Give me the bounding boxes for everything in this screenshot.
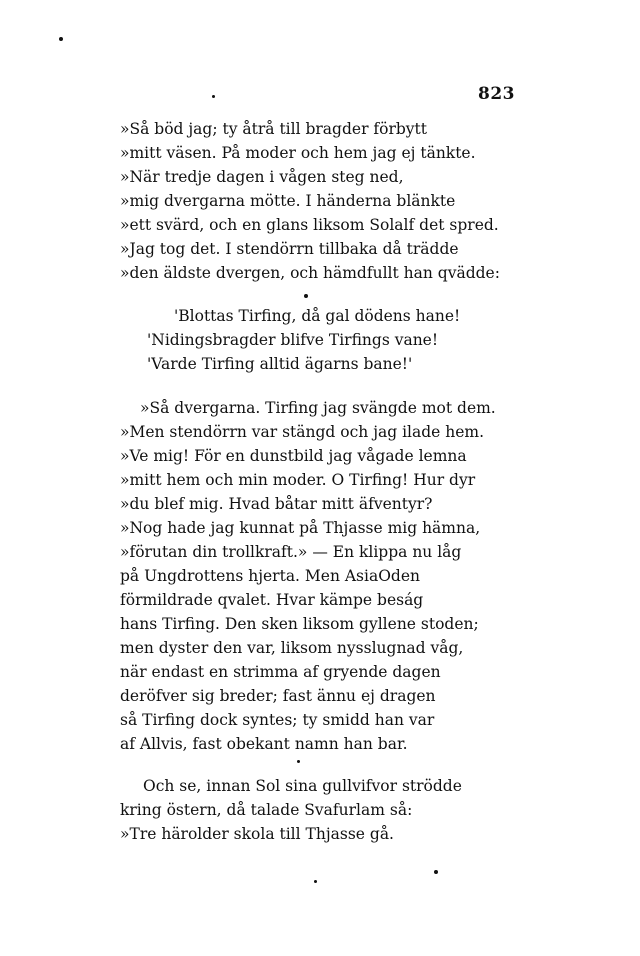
- ink-speck: [59, 37, 63, 41]
- poem-line: »Men stendörrn var stängd och jag ilade hem.: [120, 423, 485, 441]
- poem-line: »Jag tog det. I stendörrn tillbaka då trädde: [120, 240, 459, 258]
- poem-line: »Nog hade jag kunnat på Thjasse mig hämna,: [120, 519, 481, 537]
- curse-line: 'Blottas Tirfing, då gal dödens hane!: [174, 307, 461, 325]
- poem-line: »mitt hem och min moder. O Tirfing! Hur dyr: [120, 471, 476, 489]
- poem-line: när endast en strimma af gryende dagen: [120, 663, 441, 681]
- poem-line: deröfver sig breder; fast ännu ej dragen: [120, 687, 436, 705]
- ink-speck: [314, 880, 317, 883]
- poem-line: »Ve mig! För en dunstbild jag vågade lemna: [120, 447, 467, 465]
- curse-line: 'Varde Tirfing alltid ägarns bane!': [147, 355, 413, 373]
- poem-line: »Så dvergarna. Tirfing jag svängde mot dem.: [140, 399, 496, 417]
- page-number: 823: [478, 84, 515, 104]
- poem-line: »ett svärd, och en glans liksom Solalf det spred.: [120, 216, 499, 234]
- poem-line: »När tredje dagen i vågen steg ned,: [120, 168, 404, 186]
- ink-speck: [212, 95, 215, 98]
- poem-line: men dyster den var, liksom nysslugnad våg,: [120, 639, 464, 657]
- poem-line: »mig dvergarna mötte. I händerna blänkte: [120, 192, 456, 210]
- poem-line: kring östern, då talade Svafurlam så:: [120, 801, 413, 819]
- poem-line: »mitt väsen. På moder och hem jag ej tänkte.: [120, 144, 476, 162]
- ink-speck: [304, 294, 308, 298]
- poem-line: af Allvis, fast obekant namn han bar.: [120, 735, 408, 753]
- poem-line: »förutan din trollkraft.» — En klippa nu låg: [120, 543, 462, 561]
- poem-line: »Tre härolder skola till Thjasse gå.: [120, 825, 394, 843]
- poem-line: hans Tirfing. Den sken liksom gyllene stoden;: [120, 615, 479, 633]
- poem-line: »Så böd jag; ty åtrå till bragder förbytt: [120, 120, 428, 138]
- poem-line: Och se, innan Sol sina gullvifvor strödde: [143, 777, 462, 795]
- poem-line: så Tirfing dock syntes; ty smidd han var: [120, 711, 435, 729]
- poem-line: »den äldste dvergen, och hämdfullt han qvädde:: [120, 264, 500, 282]
- poem-line: förmildrade qvalet. Hvar kämpe beság: [120, 591, 424, 609]
- poem-line: »du blef mig. Hvad båtar mitt äfventyr?: [120, 495, 433, 513]
- curse-line: 'Nidingsbragder blifve Tirfings vane!: [147, 331, 439, 349]
- ink-speck: [297, 760, 300, 763]
- poem-line: på Ungdrottens hjerta. Men AsiaOden: [120, 567, 420, 585]
- ink-speck: [434, 870, 438, 874]
